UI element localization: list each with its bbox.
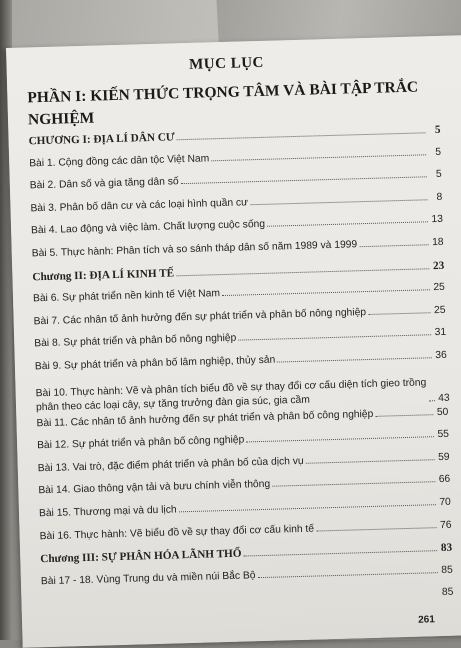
toc-page-number: 66 bbox=[438, 474, 451, 486]
toc-entry-title: Bài 11. Các nhân tố ảnh hưởng đến sự phát triển và phân bố công nghiệp bbox=[36, 408, 374, 429]
toc-dot-leader bbox=[181, 176, 427, 184]
toc-entry-title: Bài 16. Thực hành: Vẽ biểu đồ về sự thay đổi cơ cấu kinh tế bbox=[39, 523, 315, 542]
toc-entry-title-line-1: Bài 10. Thực hành: Vẽ và phân tích biểu đồ về sự thay đổi cơ cấu diện tích gieo trồng bbox=[35, 376, 427, 399]
toc-dot-leader bbox=[316, 527, 436, 531]
toc-dot-leader bbox=[179, 504, 436, 512]
toc-entry-title: Bài 12. Sự phát triển và phân bố công nghiệp bbox=[36, 434, 245, 452]
toc-dot-leader bbox=[368, 312, 430, 315]
toc-dot-leader bbox=[267, 222, 428, 227]
toc-entry-title: Bài 6. Sự phát triển nền kinh tế Việt Nam bbox=[32, 288, 221, 305]
toc-page-number: 5 bbox=[435, 169, 442, 181]
toc-dot-leader bbox=[177, 132, 426, 140]
toc-entry-title: Chương II: ĐỊA LÍ KINH TẾ bbox=[32, 266, 175, 283]
toc-page-number: 31 bbox=[434, 327, 447, 339]
toc-entry-title: Bài 15. Thương mại và du lịch bbox=[38, 504, 177, 520]
toc-page-number: 18 bbox=[431, 236, 444, 249]
toc-dot-leader bbox=[375, 414, 433, 417]
toc-dot-leader bbox=[222, 289, 430, 296]
toc-dot-leader bbox=[258, 572, 438, 578]
toc-page-number: 13 bbox=[431, 214, 444, 226]
toc-dot-leader bbox=[277, 357, 432, 362]
toc-dot-leader bbox=[176, 268, 429, 276]
toc-dot-leader bbox=[429, 400, 435, 401]
toc-entry-title: Bài 17 - 18. Vùng Trung du và miền núi Bắc Bộ bbox=[40, 569, 256, 587]
toc-heading: MỤC LỤC bbox=[188, 54, 265, 73]
toc-page-number: 23 bbox=[432, 259, 445, 272]
toc-dot-leader bbox=[238, 335, 431, 341]
toc-entry-title: Chương III: SỰ PHÂN HÓA LÃNH THỔ bbox=[40, 547, 242, 566]
toc-entry-title: Bài 1. Cộng đồng các dân tộc Việt Nam bbox=[29, 152, 210, 169]
toc-entry-title: Bài 9. Sự phát triển và phân bố lâm nghiệp, thủy sản bbox=[34, 354, 276, 373]
toc-dot-leader bbox=[246, 436, 434, 442]
toc-page-number: 8 bbox=[436, 191, 443, 203]
toc-page-number: 25 bbox=[433, 281, 446, 294]
toc-list bbox=[28, 124, 453, 621]
toc-entry-title: Bài 3. Phân bố dân cư và các loại hình quần cư bbox=[30, 197, 249, 215]
toc-page-number: 5 bbox=[434, 123, 441, 137]
toc-spacer bbox=[44, 595, 439, 606]
toc-page-number: 59 bbox=[437, 451, 450, 463]
toc-dot-leader bbox=[211, 154, 426, 161]
toc-entry-title: Bài 8. Sự phát triển và phân bố nông nghiệp bbox=[34, 333, 237, 350]
toc-page-number: 85 bbox=[441, 564, 453, 576]
toc-page-number: 76 bbox=[439, 519, 452, 531]
toc-page-number: 43 bbox=[438, 392, 450, 404]
toc-page-number: 5 bbox=[435, 146, 442, 158]
part-title: PHẦN I: KIẾN THỨC TRỌNG TÂM VÀ BÀI TẬP TRẮC NGHIỆM bbox=[27, 78, 419, 129]
toc-entry-title: Bài 7. Các nhân tố ảnh hưởng đến sự phát triển và phân bố nông nghiệp bbox=[33, 306, 367, 328]
book-page bbox=[6, 35, 461, 648]
toc-entry-title: Bài 13. Vai trò, đặc điểm phát triển và phân bố của dịch vụ bbox=[37, 455, 304, 474]
toc-entry-title: Bài 2. Dân số và gia tăng dân số bbox=[29, 176, 179, 192]
toc-dot-leader bbox=[244, 550, 438, 556]
toc-entry-title: Bài 5. Thực hành: Phân tích và so sánh tháp dân số năm 1989 và 1999 bbox=[31, 239, 358, 260]
toc-page-number: 70 bbox=[439, 496, 452, 508]
toc-page-number: 85 bbox=[441, 587, 454, 599]
toc-dot-leader bbox=[306, 459, 435, 464]
toc-page-number: 83 bbox=[440, 541, 453, 555]
toc-entry-title: Bài 14. Giao thông vận tải và bưu chính viễn thông bbox=[38, 479, 271, 497]
toc-page-number: 50 bbox=[436, 406, 449, 418]
toc-page-number: 25 bbox=[433, 304, 446, 316]
toc-page-number: 36 bbox=[435, 349, 447, 362]
toc-entry-title-line-2: phân theo các loại cây, sự tăng trưởng đàn gia súc, gia cầm bbox=[35, 394, 311, 413]
toc-entry-title: CHƯƠNG I: ĐỊA LÍ DÂN CƯ bbox=[28, 131, 175, 148]
toc-dot-leader bbox=[250, 199, 427, 205]
toc-dot-leader bbox=[272, 481, 435, 487]
toc-dot-leader bbox=[359, 244, 428, 247]
toc-page-number: 55 bbox=[437, 428, 450, 441]
page-number: 261 bbox=[417, 614, 435, 626]
toc-entry-title: Bài 4. Lao động và việc làm. Chất lượng cuộc sống bbox=[30, 219, 266, 237]
